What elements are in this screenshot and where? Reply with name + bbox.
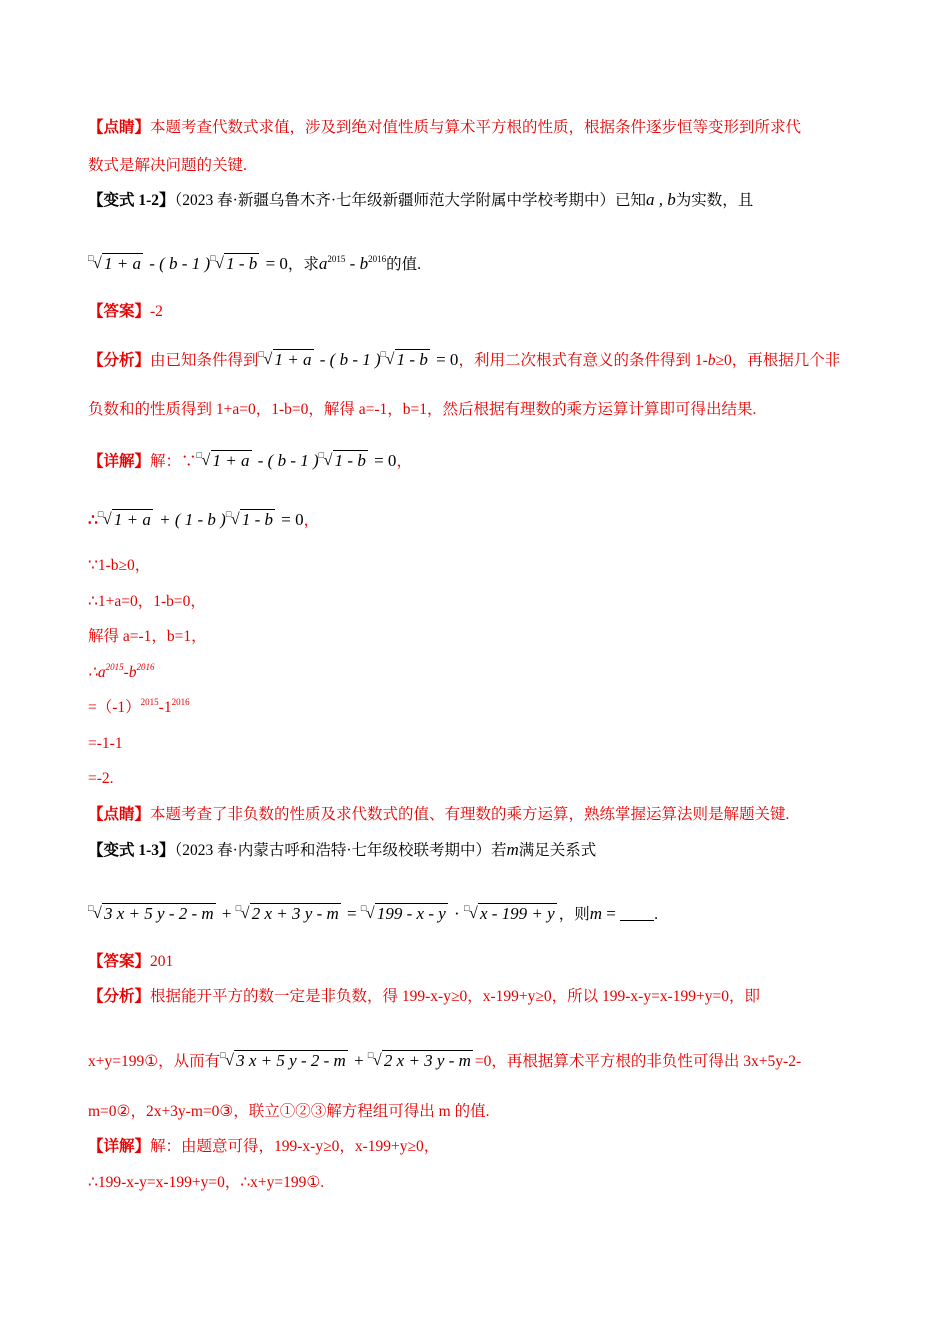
variant-source: （2023 春·新疆乌鲁木齐·七年级新疆师范大学附属中学校考期中）已知	[174, 192, 646, 209]
answer-blank[interactable]	[620, 906, 654, 921]
analysis-2-line-1: 【分析】根据能开平方的数一定是非负数，得 199-x-y≥0，x-199+y≥0，所以 199-x-y=x-199+y=0，即	[88, 988, 760, 1005]
analysis-2-line-2: x+y=199①，从而有 □ √ 3 x + 5 y - 2 - m + □ √ 2 x + 3 y - m =0，再根据算术平方根的非负性可得出 3x+5y-2-	[88, 1050, 802, 1070]
variant-1-2-equation: □ √ 1 + a - ( b - 1 ) □ √ 1 - b = 0，求$a^{2015} - b^{2016}$的值.	[88, 253, 421, 273]
step-6: $=(-1)^{2015}-1^{2016}$	[88, 697, 190, 716]
variant-1-3-heading: 【变式 1-3】（2023 春·内蒙古呼和浩特·七年级校联考期中）若m满足关系式	[88, 840, 597, 859]
equation: □ √ 1 + a - ( b - 1 ) □ √ 1 - b = 0	[88, 253, 288, 273]
step-5: $\therefore a^{2015}-b^{2016}$	[88, 662, 155, 681]
analysis-1-line-2: 负数和的性质得到 1+a=0，1-b=0，解得 a=-1，b=1，然后根据有理数的乘方运算计算即可得出结果.	[88, 401, 757, 418]
variant-tag: 【变式 1-2】	[88, 192, 175, 209]
variant-vars: a , b	[646, 190, 676, 209]
detail-2-step: ∴199-x-y=x-199+y=0，∴x+y=199①.	[88, 1174, 325, 1191]
cube-root-2: □ √ 1 - b	[210, 253, 258, 273]
tip-line-2	[88, 156, 247, 176]
detail-1: 【详解】解：∵ □ √ 1 + a - ( b - 1 ) □ √ 1 - b = 0，	[88, 450, 412, 470]
answer-1: 【答案】-2	[88, 303, 163, 320]
step-7: =-1-1	[88, 735, 123, 752]
variant-1-2-heading	[88, 190, 753, 211]
tip-text: 本题考查代数式求值，涉及到绝对值性质与算术平方根的性质，根据条件逐步恒等变形到所求代	[150, 119, 802, 136]
step-4: 解得 a=-1，b=1，	[88, 628, 207, 645]
tip-text-2: 数式是解决问题的关键.	[88, 157, 247, 174]
step-2: ∵1-b≥0，	[88, 557, 151, 574]
tip-line-1	[88, 118, 801, 138]
cube-root-1: □ √ 1 + a	[88, 253, 141, 273]
detail-2: 【详解】解：由题意可得，199-x-y≥0，x-199+y≥0，	[88, 1138, 440, 1155]
variant-tail: 为实数，且	[675, 192, 754, 209]
step-1: ∴ □ √ 1 + a + ( 1 - b ) □ √ 1 - b = 0，	[88, 509, 320, 529]
tip-2: 【点睛】本题考查了非负数的性质及求代数式的值、有理数的乘方运算，熟练掌握运算法则是解题关键.	[88, 806, 790, 823]
analysis-1-line-1: 【分析】由已知条件得到 □ √ 1 + a - ( b - 1 ) □ √ 1 - b = 0，利用二次根式有意义的条件得到 1-b≥0，再根据几个非	[88, 349, 841, 369]
variant-1-3-equation: □ √ 3 x + 5 y - 2 - m + □ √ 2 x + 3 y - m = □ √ 199 - x - y · □ √ x - 199 + y ，则m = .	[88, 903, 658, 923]
answer-2: 【答案】201	[88, 953, 174, 970]
step-8: =-2.	[88, 770, 114, 787]
analysis-2-line-3: m=0②，2x+3y-m=0③，联立①②③解方程组可得出 m 的值.	[88, 1103, 490, 1120]
step-3: ∴1+a=0，1-b=0，	[88, 593, 206, 610]
tip-tag: 【点睛】	[88, 119, 151, 136]
